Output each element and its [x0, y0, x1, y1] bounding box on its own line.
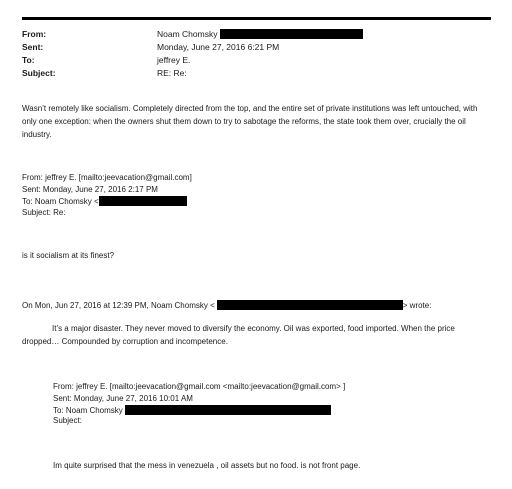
quoted2-intro: On Mon, Jun 27, 2016 at 12:39 PM, Noam Chomsky < > wrote: [22, 301, 432, 310]
to-label: To: [22, 55, 35, 65]
quoted3-subject: Subject: [53, 416, 82, 425]
quoted3-to: To: Noam Chomsky [53, 405, 331, 415]
from-label: From: [22, 29, 47, 39]
sent-label: Sent: [22, 42, 44, 52]
quoted3-sent: Sent: Monday, June 27, 2016 10:01 AM [53, 394, 193, 403]
to-value: jeffrey E. [157, 55, 191, 65]
header-rule [22, 17, 491, 20]
quoted1-sent: Sent: Monday, June 27, 2016 2:17 PM [22, 185, 158, 194]
quoted2-body: It’s a major disaster. They never moved to diversify the economy. Oil was exported, food imported. When the price dropped… Compounded by corruption and incompetence. [22, 324, 455, 346]
quoted1-body: is it socialism at its finest? [22, 251, 115, 260]
quoted1-subject: Subject: Re: [22, 208, 66, 217]
quoted1-to: To: Noam Chomsky < [22, 196, 187, 206]
subject-value: RE: Re: [157, 68, 187, 78]
redaction-bar [220, 29, 363, 39]
subject-label: Subject: [22, 68, 56, 78]
sent-value: Monday, June 27, 2016 6:21 PM [157, 42, 280, 52]
reply-body: Wasn’t remotely like socialism. Completely directed from the top, and the entire set of private institutions was left untouched, with only one exception: when the owners shut them down to try to sabotage the reforms, the state took them over, crucially the oil industry. [22, 104, 478, 139]
redaction-bar [125, 405, 331, 415]
redaction-bar [99, 196, 187, 206]
quoted1-from: From: jeffrey E. [mailto:jeevacation@gmail.com] [22, 173, 192, 182]
from-value: Noam Chomsky [157, 29, 363, 39]
redaction-bar [217, 300, 403, 310]
quoted3-body: Im quite surprised that the mess in venezuela , oil assets but no food. is not front page. [53, 461, 361, 470]
quoted3-from: From: jeffrey E. [mailto:jeevacation@gmail.com <mailto:jeevacation@gmail.com> ] [53, 382, 346, 391]
